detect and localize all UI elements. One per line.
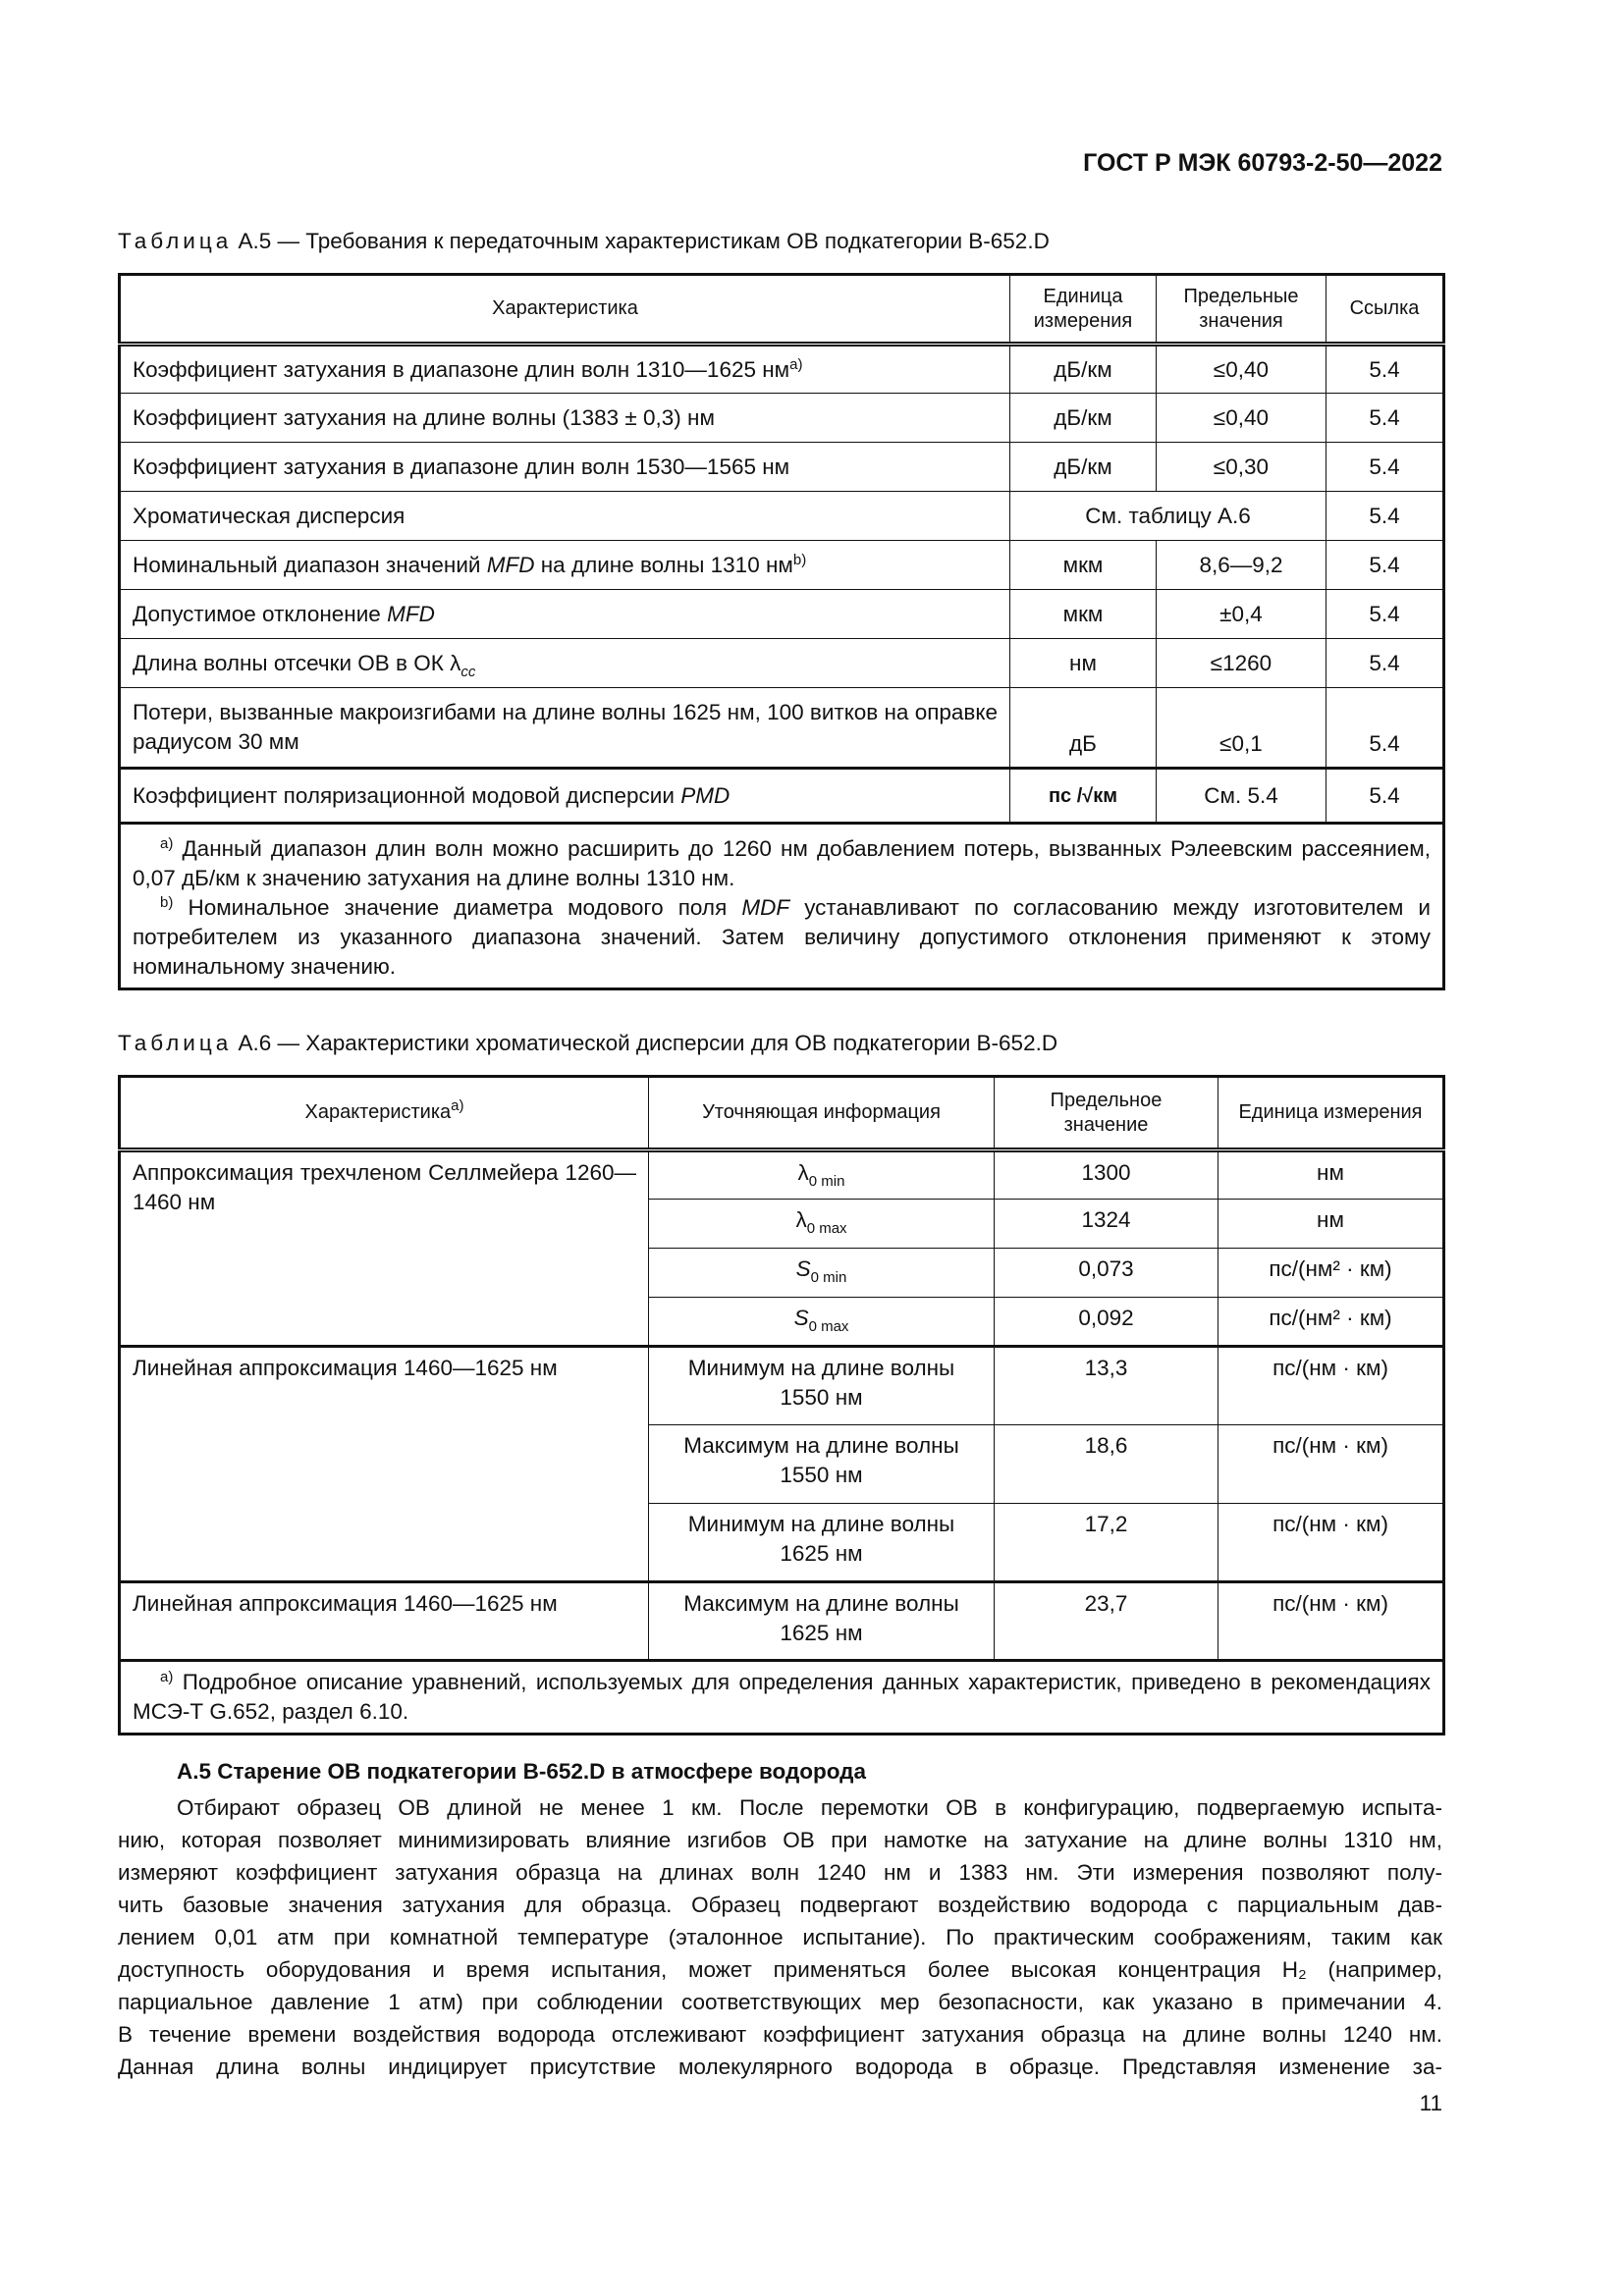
- page-number: 11: [1419, 2091, 1442, 2115]
- info: Минимум на длине волны 1625 нм: [649, 1504, 995, 1582]
- value: 18,6: [995, 1425, 1218, 1504]
- characteristic: Коэффициент затухания в диапазоне длин волн 1530—1565 нм: [120, 443, 1010, 492]
- ref: 5.4: [1326, 769, 1444, 824]
- info: $\lambda_{0 min}$: [649, 1150, 995, 1200]
- unit: дБ: [1010, 688, 1157, 769]
- paragraph-line: Отбирают образец ОВ длиной не менее 1 км. После перемотки ОВ в конфигурацию, подвергаемую испыта-: [177, 1795, 1442, 1820]
- unit: мкм: [1010, 541, 1157, 590]
- characteristic: Потери, вызванные макроизгибами на длине волны 1625 нм, 100 витков на оправке радиусом 30 мм: [120, 688, 1010, 769]
- table-a6-caption: [118, 1031, 1057, 1056]
- footnote-b: $^{b)}$ Номинальное значение диаметра модового поля MDF устанавливают по согласованию между изготовителем и потребителем из указанного диапазона значений. Затем величину допустимого отклонения применяют к этому номинальному значению.: [133, 894, 1431, 979]
- table-row: [120, 492, 1444, 541]
- paragraph-line: лением 0,01 атм при комнатной температуре (эталонное испытание). По практическим соображениям, таким как: [118, 1925, 1442, 1949]
- unit: пс /√км: [1010, 769, 1157, 824]
- caption-word: Таблица: [118, 1031, 233, 1055]
- table-row: [120, 1150, 1444, 1200]
- table-row: [120, 394, 1444, 443]
- value: 1300: [995, 1150, 1218, 1200]
- value: 23,7: [995, 1582, 1218, 1661]
- characteristic: Коэффициент поляризационной модовой дисперсии PMD: [120, 769, 1010, 824]
- footnotes-row: [120, 1661, 1444, 1735]
- caption-text: А.5 — Требования к передаточным характеристикам ОВ подкатегории В-652.D: [238, 229, 1050, 253]
- ref: 5.4: [1326, 492, 1444, 541]
- col-header: Предельное значение: [995, 1077, 1218, 1150]
- value: 0,073: [995, 1249, 1218, 1298]
- value: 0,092: [995, 1298, 1218, 1347]
- footnotes: [120, 824, 1444, 989]
- document-header: ГОСТ Р МЭК 60793-2-50—2022: [1083, 149, 1442, 177]
- table-row: [120, 769, 1444, 824]
- section-title: А.5 Старение ОВ подкатегории В-652.D в атмосфере водорода: [177, 1759, 866, 1784]
- unit: пс/(нм² · км): [1218, 1298, 1444, 1347]
- info: $S_{0 min}$: [649, 1249, 995, 1298]
- value: ≤0,30: [1157, 443, 1326, 492]
- paragraph-line: чить базовые значения затухания для образца. Образец подвергают воздействию водорода с парциальным дав-: [118, 1893, 1442, 1917]
- col-header: Единица измерения: [1218, 1077, 1444, 1150]
- table-row: [120, 345, 1444, 394]
- table-a5-caption: [118, 229, 1050, 254]
- table-row: [120, 1347, 1444, 1425]
- ref: 5.4: [1326, 688, 1444, 769]
- col-header: Уточняющая информация: [649, 1077, 995, 1150]
- paragraph-line: Данная длина волны индицирует присутствие молекулярного водорода в образце. Представляя изменение за-: [118, 2055, 1442, 2079]
- unit: пс/(нм · км): [1218, 1582, 1444, 1661]
- characteristic: Хроматическая дисперсия: [120, 492, 1010, 541]
- col-header: Характеристика$^{a)}$: [120, 1077, 649, 1150]
- characteristic: Коэффициент затухания в диапазоне длин волн 1310—1625 $нм^{a)}$: [120, 345, 1010, 394]
- characteristic: Коэффициент затухания на длине волны (1383 ± 0,3) нм: [120, 394, 1010, 443]
- footnote-a: $^{a)}$ Подробное описание уравнений, используемых для определения данных характеристик, приведено в рекомендациях МСЭ-Т G.652, раздел 6.10.: [120, 1661, 1444, 1735]
- col-header: Характеристика: [120, 275, 1010, 345]
- ref: 5.4: [1326, 541, 1444, 590]
- characteristic: Номинальный диапазон значений MFD на длине волны 1310 $нм^{b)}$: [120, 541, 1010, 590]
- paragraph-line: измеряют коэффициент затухания образца на длинах волн 1240 нм и 1383 нм. Эти измерения позволяют полу-: [118, 1860, 1442, 1885]
- table-a5: [118, 273, 1445, 990]
- ref: 5.4: [1326, 345, 1444, 394]
- caption-text: А.6 — Характеристики хроматической дисперсии для ОВ подкатегории В-652.D: [238, 1031, 1058, 1055]
- table-header-row: [120, 275, 1444, 345]
- col-header: Единица измерения: [1010, 275, 1157, 345]
- table-row: [120, 639, 1444, 688]
- value: ≤1260: [1157, 639, 1326, 688]
- unit: пс/(нм · км): [1218, 1347, 1444, 1425]
- footnotes-row: [120, 824, 1444, 989]
- value: 1324: [995, 1200, 1218, 1249]
- unit: дБ/км: [1010, 394, 1157, 443]
- characteristic: Линейная аппроксимация 1460—1625 нм: [120, 1582, 649, 1661]
- table-a6: [118, 1075, 1445, 1735]
- ref: 5.4: [1326, 639, 1444, 688]
- characteristic: Линейная аппроксимация 1460—1625 нм: [120, 1347, 649, 1582]
- unit: нм: [1218, 1200, 1444, 1249]
- ref: 5.4: [1326, 394, 1444, 443]
- value: 13,3: [995, 1347, 1218, 1425]
- ref: 5.4: [1326, 590, 1444, 639]
- caption-word: Таблица: [118, 229, 233, 253]
- value: ±0,4: [1157, 590, 1326, 639]
- paragraph-line: доступность оборудования и время испытания, может применяться более высокая концентрация H₂ (например,: [118, 1957, 1442, 1982]
- table-row: [120, 541, 1444, 590]
- col-header: Предельные значения: [1157, 275, 1326, 345]
- unit: дБ/км: [1010, 443, 1157, 492]
- unit: пс/(нм · км): [1218, 1425, 1444, 1504]
- characteristic: Длина волны отсечки ОВ в ОК $\lambda_{cc}$: [120, 639, 1010, 688]
- value: 17,2: [995, 1504, 1218, 1582]
- value: ≤0,1: [1157, 688, 1326, 769]
- unit: нм: [1010, 639, 1157, 688]
- table-header-row: [120, 1077, 1444, 1150]
- ref: 5.4: [1326, 443, 1444, 492]
- value: 8,6—9,2: [1157, 541, 1326, 590]
- unit: пс/(нм · км): [1218, 1504, 1444, 1582]
- unit: нм: [1218, 1150, 1444, 1200]
- table-row: [120, 443, 1444, 492]
- info: Минимум на длине волны 1550 нм: [649, 1347, 995, 1425]
- unit: мкм: [1010, 590, 1157, 639]
- characteristic: Допустимое отклонение MFD: [120, 590, 1010, 639]
- info: Максимум на длине волны 1625 нм: [649, 1582, 995, 1661]
- value: См. 5.4: [1157, 769, 1326, 824]
- paragraph-line: В течение времени воздействия водорода отслеживают коэффициент затухания образца на длине волны 1240 нм.: [118, 2022, 1442, 2047]
- merged-value: См. таблицу А.6: [1010, 492, 1326, 541]
- value: ≤0,40: [1157, 345, 1326, 394]
- footnote-a: $^{a)}$ Данный диапазон длин волн можно расширить до 1260 нм добавлением потерь, вызванных Рэлеевским рассеянием, 0,07 дБ/км к значению затухания на длине волны 1310 нм.: [133, 835, 1431, 890]
- characteristic: Аппроксимация трехчленом Селлмейера 1260—1460 нм: [120, 1150, 649, 1347]
- info: Максимум на длине волны 1550 нм: [649, 1425, 995, 1504]
- info: $S_{0 max}$: [649, 1298, 995, 1347]
- table-row: [120, 1582, 1444, 1661]
- value: ≤0,40: [1157, 394, 1326, 443]
- section-paragraph: [118, 1791, 1442, 2083]
- unit: дБ/км: [1010, 345, 1157, 394]
- paragraph-line: нию, которая позволяет минимизировать влияние изгибов ОВ при намотке на затухание на длине волны 1310 нм,: [118, 1828, 1442, 1852]
- col-header: Ссылка: [1326, 275, 1444, 345]
- paragraph-line: парциальное давление 1 атм) при соблюдении соответствующих мер безопасности, как указано в примечании 4.: [118, 1990, 1442, 2014]
- unit: пс/(нм² · км): [1218, 1249, 1444, 1298]
- table-row: [120, 688, 1444, 769]
- table-row: [120, 590, 1444, 639]
- info: $\lambda_{0 max}$: [649, 1200, 995, 1249]
